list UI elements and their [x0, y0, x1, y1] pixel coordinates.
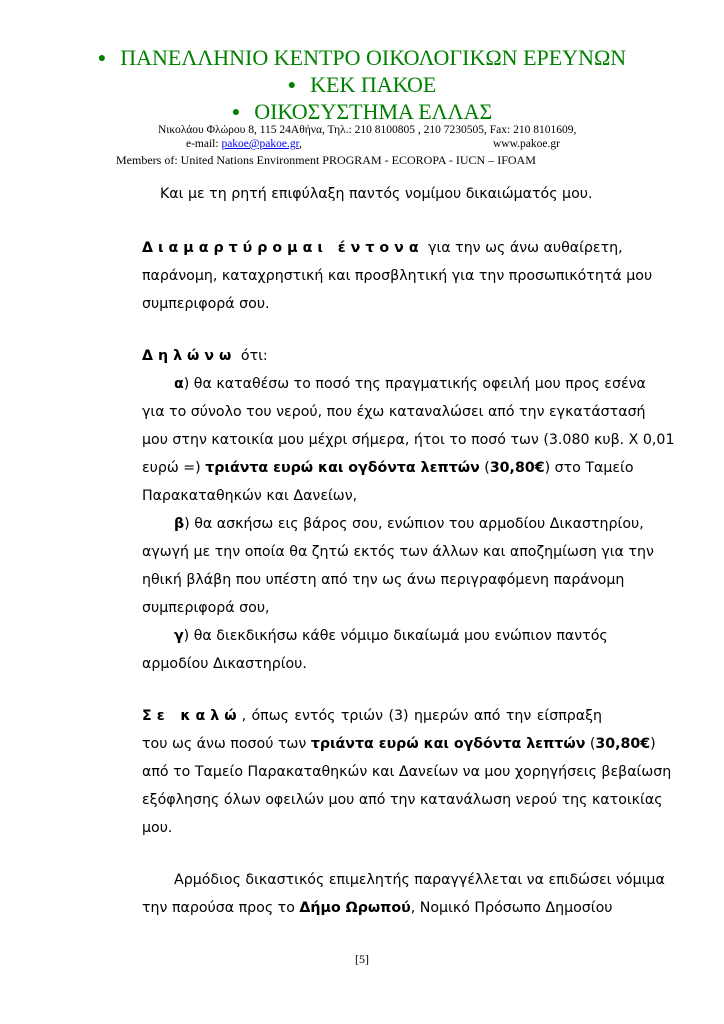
- declare-line: Δηλώνω ότι:: [142, 348, 268, 364]
- bailiff-line: την παρούσα προς το Δήμο Ωρωπού, Νομικό Πρόσωπο Δημοσίου: [142, 900, 613, 916]
- item-a: για το σύνολο του νερού, που έχω καταναλώσει από την εγκατάστασή: [142, 404, 646, 420]
- item-a: μου στην κατοικία μου μέχρι σήμερα, ήτοι το ποσό των (3.080 κυβ. Χ 0,01: [142, 432, 675, 448]
- membership-line: Members of: United Nations Environment PROGRAM - ECOROPA - IUCN – IFOAM: [116, 153, 536, 167]
- bullet-icon: ●: [97, 51, 107, 66]
- email-line: e-mail: pakoe@pakoe.gr,: [186, 138, 302, 150]
- bullet-icon: ●: [231, 105, 241, 120]
- address-line: Νικολάου Φλώρου 8, 115 24Αθήνα, Τηλ.: 210 8100805 , 210 7230505, Fax: 210 8101609,: [158, 124, 577, 136]
- page-number: [5]: [355, 952, 369, 966]
- item-c: γ) θα διεκδικήσω κάθε νόμιμο δικαίωμά μου ενώπιον παντός: [174, 628, 608, 644]
- email-link[interactable]: pakoe@pakoe.gr: [221, 138, 299, 150]
- item-b: συμπεριφορά σου,: [142, 600, 270, 616]
- item-c: αρμοδίου Δικαστηρίου.: [142, 656, 307, 672]
- organization-acronym: ● ΚΕΚ ΠΑΚΟΕ: [287, 72, 437, 97]
- reservation-line: Και με τη ρητή επιφύλαξη παντός νομίμου δικαιώματός μου.: [160, 186, 593, 202]
- website-link[interactable]: www.pakoe.gr: [493, 138, 560, 150]
- organization-subtitle: ● ΟΙΚΟΣΥΣΤΗΜΑ ΕΛΛΑΣ: [231, 99, 493, 124]
- letterhead: [0, 44, 724, 126]
- call-line: του ως άνω ποσού των τριάντα ευρώ και ογδόντα λεπτών (30,80€): [142, 736, 656, 752]
- bullet-icon: ●: [287, 78, 297, 93]
- item-b: ηθική βλάβη που υπέστη από την ως άνω περιγραφόμενη παράνομη: [142, 572, 625, 588]
- item-a: α) θα καταθέσω το ποσό της πραγματικής οφειλή μου προς εσένα: [174, 376, 646, 392]
- call-line: από το Ταμείο Παρακαταθηκών και Δανείων να μου χορηγήσεις βεβαίωση: [142, 764, 672, 780]
- protest-line: συμπεριφορά σου.: [142, 296, 270, 312]
- item-a: Παρακαταθηκών και Δανείων,: [142, 488, 358, 504]
- bailiff-line: Αρμόδιος δικαστικός επιμελητής παραγγέλλεται να επιδώσει νόμιμα: [174, 872, 665, 888]
- organization-name: ● ΠΑΝΕΛΛΗΝΙΟ ΚΕΝΤΡΟ ΟΙΚΟΛΟΓΙΚΩΝ ΕΡΕΥΝΩΝ: [97, 45, 627, 70]
- call-line: Σε καλώ, όπως εντός τριών (3) ημερών από την είσπραξη: [142, 708, 602, 724]
- item-b: αγωγή με την οποία θα ζητώ εκτός των άλλων και αποζημίωση για την: [142, 544, 654, 560]
- call-line: μου.: [142, 820, 173, 836]
- call-line: εξόφλησης όλων οφειλών μου από την κατανάλωση νερού της κατοικίας: [142, 792, 663, 808]
- item-b: β) θα ασκήσω εις βάρος σου, ενώπιον του αρμοδίου Δικαστηρίου,: [174, 516, 644, 532]
- item-a: ευρώ =) τριάντα ευρώ και ογδόντα λεπτών (30,80€) στο Ταμείο: [142, 460, 634, 476]
- protest-line: Διαμαρτύρομαι έντονα για την ως άνω αυθαίρετη,: [142, 240, 623, 256]
- protest-line: παράνομη, καταχρηστική και προσβλητική για την προσωπικότητά μου: [142, 268, 653, 284]
